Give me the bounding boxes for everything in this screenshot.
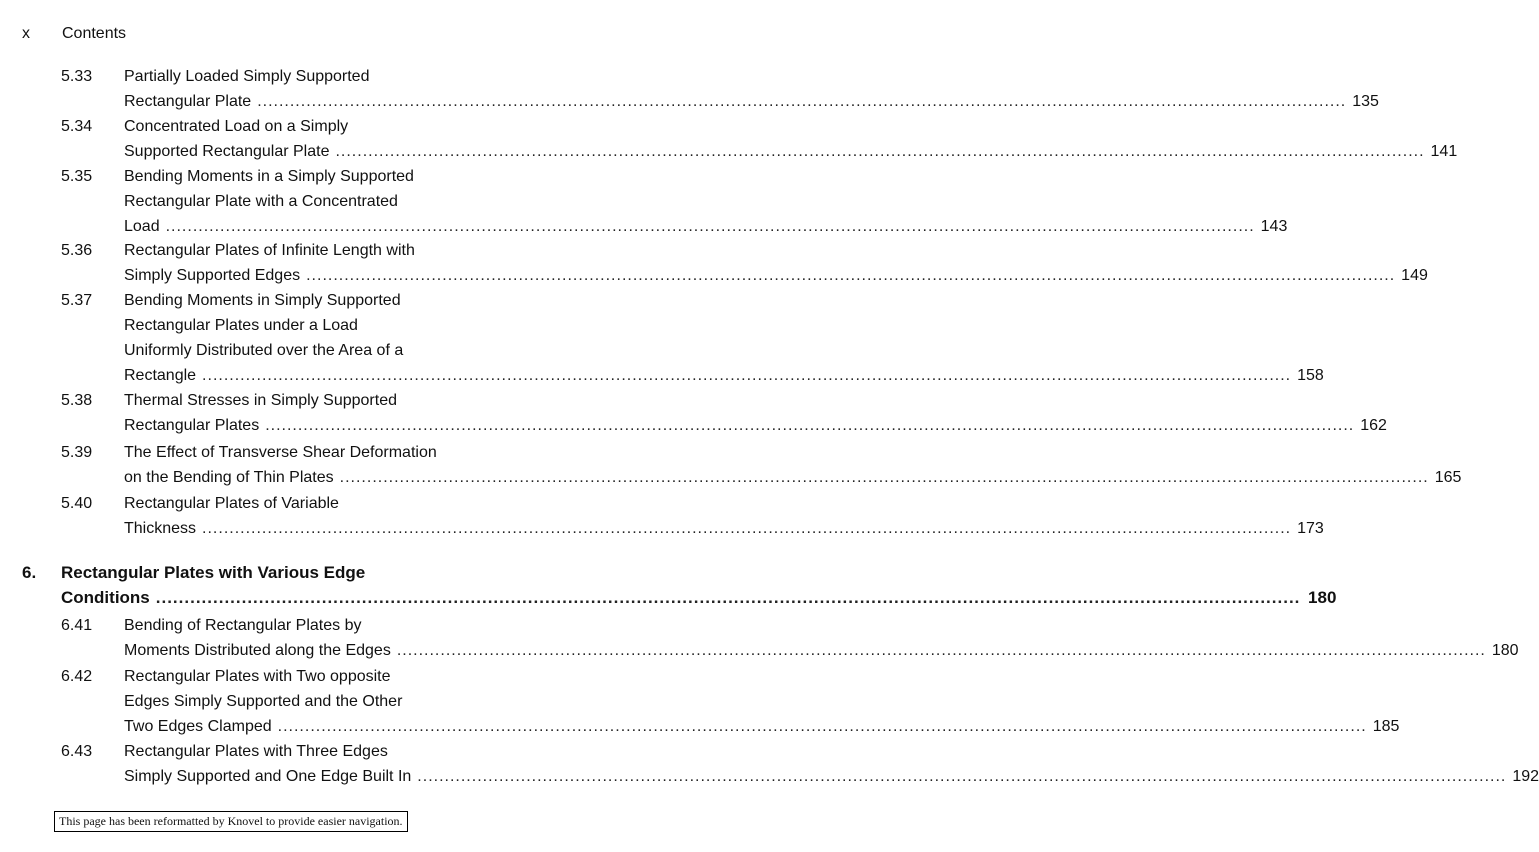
page-ref: 192 [1512, 768, 1539, 785]
page-title: Contents [62, 25, 127, 42]
entry-title-line: Rectangular Plates with Three Edges [124, 743, 388, 760]
entry-title-line: Thickness [124, 520, 197, 537]
knovel-footer-notice: This page has been reformatted by Knovel to provide easier navigation. [54, 811, 408, 832]
section-number: 5.39 [61, 444, 93, 461]
entry-title-line: Supported Rectangular Plate [124, 143, 330, 160]
entry-title-line: Two Edges Clamped [124, 718, 272, 735]
section-number: 5.33 [61, 68, 93, 85]
entry-title-line: Partially Loaded Simply Supported [124, 68, 370, 85]
section-number: 6.43 [61, 743, 93, 760]
page-ref: 180 [1491, 642, 1519, 659]
entry-title-line: Bending Moments in Simply Supported [124, 292, 401, 309]
page-number: x [22, 25, 30, 42]
page-ref: 149 [1401, 267, 1428, 284]
dot-leader: ........................................................................................................................................................................................................ [265, 417, 1355, 434]
dot-leader: ........................................................................................................................................................................................................ [396, 642, 1486, 659]
entry-title-line: on the Bending of Thin Plates [124, 469, 334, 486]
entry-title-line: Load [124, 218, 160, 235]
dot-leader: ........................................................................................................................................................................................................ [306, 267, 1396, 284]
dot-leader: ........................................................................................................................................................................................................ [417, 768, 1507, 785]
page-ref: 185 [1372, 718, 1400, 735]
entry-title-line: Bending of Rectangular Plates by [124, 617, 362, 634]
entry-title-line: The Effect of Transverse Shear Deformation [124, 444, 437, 461]
page-ref: 162 [1360, 417, 1387, 434]
entry-title-line: Concentrated Load on a Simply [124, 118, 349, 135]
entry-title-line: Thermal Stresses in Simply Supported [124, 392, 397, 409]
section-number: 5.35 [61, 168, 93, 185]
entry-title-line: Rectangular Plates [124, 417, 260, 434]
entry-title-line: Rectangular Plate with a Concentrated [124, 193, 398, 210]
entry-title-line: Edges Simply Supported and the Other [124, 693, 403, 710]
dot-leader: ........................................................................................................................................................................................................ [202, 367, 1292, 384]
dot-leader: ........................................................................................................................................................................................................ [155, 588, 1301, 607]
entry-title-line: Rectangular Plates of Infinite Length with [124, 242, 415, 259]
dot-leader: ........................................................................................................................................................................................................ [339, 469, 1429, 486]
section-number: 5.40 [61, 495, 93, 512]
dot-leader: ........................................................................................................................................................................................................ [277, 718, 1367, 735]
section-number: 5.34 [61, 118, 93, 135]
page-ref: 180 [1308, 588, 1337, 607]
page-ref: 141 [1430, 143, 1458, 160]
section-number: 6.41 [61, 617, 93, 634]
entry-title-line: Rectangular Plates under a Load [124, 317, 358, 334]
section-number: 5.38 [61, 392, 93, 409]
page-ref: 143 [1260, 218, 1288, 235]
chapter-title-line: Conditions [61, 588, 150, 607]
entry-title-line: Simply Supported Edges [124, 267, 301, 284]
dot-leader: ........................................................................................................................................................................................................ [202, 520, 1292, 537]
section-number: 5.36 [61, 242, 93, 259]
dot-leader: ........................................................................................................................................................................................................ [335, 143, 1425, 160]
entry-title-line: Moments Distributed along the Edges [124, 642, 391, 659]
entry-title-line: Rectangular Plates of Variable [124, 495, 339, 512]
dot-leader: ........................................................................................................................................................................................................ [257, 93, 1347, 110]
entry-title-line: Uniformly Distributed over the Area of a [124, 342, 404, 359]
page-ref: 165 [1434, 469, 1462, 486]
section-number: 6.42 [61, 668, 93, 685]
page-ref: 173 [1297, 520, 1324, 537]
chapter-number: 6. [22, 563, 37, 582]
chapter-title-line: Rectangular Plates with Various Edge [61, 563, 366, 582]
entry-title-line: Rectangular Plates with Two opposite [124, 668, 391, 685]
entry-title-line: Simply Supported and One Edge Built In [124, 768, 412, 785]
dot-leader: ........................................................................................................................................................................................................ [165, 218, 1255, 235]
page-ref: 158 [1297, 367, 1324, 384]
page-ref: 135 [1352, 93, 1379, 110]
entry-title-line: Rectangle [124, 367, 197, 384]
entry-title-line: Bending Moments in a Simply Supported [124, 168, 414, 185]
entry-title-line: Rectangular Plate [124, 93, 252, 110]
section-number: 5.37 [61, 292, 93, 309]
